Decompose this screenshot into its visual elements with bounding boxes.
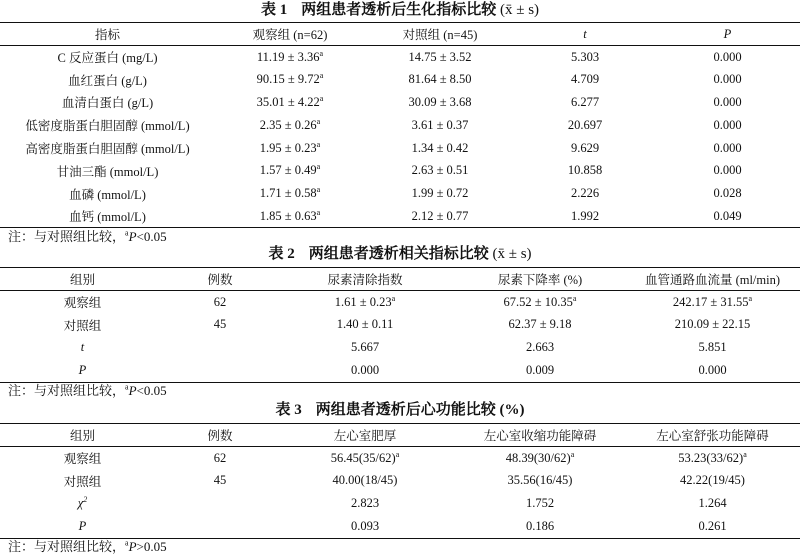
observation-cell-value: 35.01 ± 4.22 <box>256 94 320 109</box>
group-cell <box>0 313 165 336</box>
observation-cell <box>215 91 365 114</box>
table1-row <box>0 46 800 69</box>
group-cell <box>0 515 165 538</box>
value-cell-3 <box>625 447 800 470</box>
p-cell-value: 0.000 <box>713 72 742 87</box>
observation-cell-superscript: a <box>316 185 321 195</box>
value-cell-3 <box>625 313 800 336</box>
observation-cell-value: 2.35 ± 0.26 <box>259 117 317 132</box>
t-cell <box>515 182 655 205</box>
table1-note-prefix: 注：与对照组比较， <box>8 229 126 244</box>
value-cell-3 <box>625 469 800 492</box>
control-cell-value: 2.63 ± 0.51 <box>411 163 469 178</box>
group-cell <box>0 492 165 515</box>
indicator-cell-value: 甘油三酯 (mmol/L) <box>56 164 159 179</box>
table1-row <box>0 182 800 205</box>
value-cell-2 <box>455 313 625 336</box>
table1-header-t: t <box>515 23 655 46</box>
table1-row <box>0 68 800 91</box>
value-cell-1 <box>275 447 455 470</box>
table1-row <box>0 159 800 182</box>
count-cell <box>165 291 275 314</box>
table1-header-p: P <box>655 23 800 46</box>
table2-header-row <box>0 268 800 291</box>
group-cell-value: 对照组 <box>63 474 102 489</box>
table2-caption-number: 表 2 <box>268 246 295 262</box>
p-cell-value: 0.049 <box>713 208 742 223</box>
group-cell <box>0 336 165 359</box>
observation-cell <box>215 68 365 91</box>
control-cell-value: 3.61 ± 0.37 <box>411 117 469 132</box>
value-cell-3 <box>625 336 800 359</box>
table2-note-prefix: 注：与对照组比较， <box>8 383 126 398</box>
value-cell-2 <box>455 515 625 538</box>
group-cell-value: t <box>80 340 85 355</box>
value-cell-1-value: 5.667 <box>350 340 380 355</box>
observation-cell-superscript: a <box>316 116 321 126</box>
value-cell-2-superscript: a <box>570 449 575 459</box>
value-cell-3 <box>625 291 800 314</box>
table1-caption-number: 表 1 <box>260 2 288 18</box>
observation-cell-superscript: a <box>319 71 324 81</box>
table1-note-p: P <box>128 229 137 244</box>
table3-row <box>0 515 800 538</box>
indicator-cell-value: 血红蛋白 (g/L) <box>68 73 147 88</box>
table1-row <box>0 137 800 160</box>
table3-header-group: 组别 <box>0 424 165 447</box>
t-cell-value: 6.277 <box>570 94 600 109</box>
table3-header-lvh: 左心室肥厚 <box>275 424 455 447</box>
indicator-cell-value: 血清白蛋白 (g/L) <box>61 96 154 111</box>
value-cell-3 <box>625 359 800 382</box>
indicator-cell-value: 低密度脂蛋白胆固醇 (mmol/L) <box>25 119 190 134</box>
table1-note-cond: <0.05 <box>136 229 167 244</box>
table3-header-row <box>0 424 800 447</box>
p-cell-value: 0.028 <box>713 186 742 201</box>
table3-row <box>0 492 800 515</box>
observation-cell-superscript: a <box>319 93 324 103</box>
value-cell-1 <box>275 359 455 382</box>
value-cell-2-value: 62.37 ± 9.18 <box>508 317 572 332</box>
value-cell-3-value: 0.261 <box>698 518 727 533</box>
group-cell <box>0 469 165 492</box>
count-cell <box>165 469 275 492</box>
count-cell <box>165 313 275 336</box>
t-cell-value: 10.858 <box>567 163 603 178</box>
observation-cell-value: 1.85 ± 0.63 <box>259 208 317 223</box>
control-cell-value: 30.09 ± 3.68 <box>408 94 472 109</box>
group-cell <box>0 447 165 470</box>
table3-caption <box>0 401 800 419</box>
t-cell-value: 2.226 <box>570 186 600 201</box>
value-cell-1 <box>275 336 455 359</box>
control-cell <box>365 182 515 205</box>
table3-header-systolic: 左心室收缩功能障碍 <box>455 424 625 447</box>
control-cell-value: 2.12 ± 0.77 <box>411 208 469 223</box>
t-cell <box>515 114 655 137</box>
value-cell-1-value: 0.000 <box>350 362 380 377</box>
group-cell-superscript: 2 <box>83 495 88 505</box>
observation-cell-superscript: a <box>319 48 324 58</box>
value-cell-3-value: 242.17 ± 31.55 <box>672 294 749 309</box>
table2-row <box>0 291 800 314</box>
t-cell <box>515 91 655 114</box>
indicator-cell <box>0 182 215 205</box>
count-cell-value: 45 <box>213 317 227 332</box>
p-cell-value: 0.000 <box>713 94 742 109</box>
table1-header-row <box>0 23 800 46</box>
value-cell-2-value: 35.56(16/45) <box>507 473 573 488</box>
table2 <box>0 267 800 383</box>
group-cell-value: 观察组 <box>63 296 102 311</box>
table3-header-count: 例数 <box>165 424 275 447</box>
value-cell-2 <box>455 336 625 359</box>
table2-row <box>0 359 800 382</box>
indicator-cell-value: 高密度脂蛋白胆固醇 (mmol/L) <box>25 142 190 157</box>
p-cell-value: 0.000 <box>713 163 742 178</box>
value-cell-1-superscript: a <box>391 293 396 303</box>
group-cell <box>0 359 165 382</box>
observation-cell <box>215 205 365 228</box>
indicator-cell <box>0 68 215 91</box>
table3-row <box>0 447 800 470</box>
table1-row <box>0 205 800 228</box>
table2-caption-stat: (x̄ ± s) <box>492 246 532 262</box>
value-cell-1 <box>275 291 455 314</box>
value-cell-3-superscript: a <box>743 449 747 459</box>
observation-cell-superscript: a <box>316 207 321 217</box>
value-cell-2-value: 48.39(30/62) <box>505 450 571 465</box>
value-cell-2-value: 2.663 <box>525 340 555 355</box>
table2-row <box>0 313 800 336</box>
table2-caption <box>0 245 800 263</box>
value-cell-2 <box>455 492 625 515</box>
group-cell-value: P <box>78 518 87 533</box>
observation-cell <box>215 46 365 69</box>
p-cell <box>655 114 800 137</box>
value-cell-2-superscript: a <box>572 293 577 303</box>
table3-caption-number: 表 3 <box>275 402 302 418</box>
table1-note <box>8 229 167 245</box>
p-cell <box>655 182 800 205</box>
t-cell-value: 20.697 <box>567 117 603 132</box>
count-cell <box>165 447 275 470</box>
value-cell-1-value: 2.823 <box>350 496 380 511</box>
observation-cell-value: 1.57 ± 0.49 <box>259 163 317 178</box>
t-cell <box>515 68 655 91</box>
table1-caption <box>0 1 800 19</box>
p-cell <box>655 68 800 91</box>
value-cell-2-value: 1.752 <box>525 496 555 511</box>
count-cell <box>165 515 275 538</box>
value-cell-2-value: 0.186 <box>525 518 555 533</box>
indicator-cell-value: 血磷 (mmol/L) <box>69 187 146 202</box>
control-cell <box>365 68 515 91</box>
observation-cell-value: 11.19 ± 3.36 <box>256 49 320 64</box>
count-cell-value: 45 <box>213 473 227 488</box>
value-cell-1-value: 0.093 <box>350 518 380 533</box>
group-cell-value: P <box>78 362 87 377</box>
value-cell-1 <box>275 469 455 492</box>
p-cell-value: 0.000 <box>713 117 742 132</box>
table2-row <box>0 336 800 359</box>
p-cell <box>655 46 800 69</box>
value-cell-2 <box>455 359 625 382</box>
value-cell-1-superscript: a <box>395 449 400 459</box>
count-cell <box>165 336 275 359</box>
count-cell-value: 62 <box>213 450 227 465</box>
table1 <box>0 22 800 228</box>
value-cell-3 <box>625 492 800 515</box>
indicator-cell-value: 血钙 (mmol/L) <box>69 210 146 225</box>
control-cell <box>365 46 515 69</box>
value-cell-3-value: 1.264 <box>698 496 727 511</box>
table2-header-access-flow: 血管通路血流量 (ml/min) <box>625 268 800 291</box>
value-cell-1-value: 56.45(35/62) <box>330 450 396 465</box>
observation-cell-value: 90.15 ± 9.72 <box>256 72 320 87</box>
t-cell <box>515 137 655 160</box>
value-cell-3-value: 53.23(33/62) <box>678 450 744 465</box>
table3-note-sup: a <box>125 538 129 548</box>
table2-note <box>8 383 167 399</box>
control-cell <box>365 205 515 228</box>
value-cell-1-value: 1.61 ± 0.23 <box>334 294 392 309</box>
indicator-cell <box>0 46 215 69</box>
p-cell-value: 0.000 <box>713 49 742 64</box>
indicator-cell <box>0 114 215 137</box>
p-cell <box>655 137 800 160</box>
t-cell-value: 1.992 <box>570 208 600 223</box>
value-cell-2-value: 67.52 ± 10.35 <box>503 294 573 309</box>
control-cell-value: 81.64 ± 8.50 <box>408 72 472 87</box>
indicator-cell <box>0 137 215 160</box>
value-cell-3-superscript: a <box>748 293 753 303</box>
table3 <box>0 423 800 539</box>
t-cell-value: 5.303 <box>570 49 600 64</box>
table2-header-group: 组别 <box>0 268 165 291</box>
value-cell-3-value: 42.22(19/45) <box>680 473 745 488</box>
table3-note-cond: >0.05 <box>136 539 167 554</box>
control-cell-value: 1.99 ± 0.72 <box>411 186 469 201</box>
value-cell-3 <box>625 515 800 538</box>
observation-cell-value: 1.71 ± 0.58 <box>259 186 317 201</box>
count-cell <box>165 359 275 382</box>
group-cell <box>0 291 165 314</box>
p-cell-value: 0.000 <box>713 140 742 155</box>
table3-header-diastolic: 左心室舒张功能障碍 <box>625 424 800 447</box>
control-cell <box>365 114 515 137</box>
control-cell-value: 14.75 ± 3.52 <box>408 49 472 64</box>
value-cell-3-value: 210.09 ± 22.15 <box>674 317 751 332</box>
control-cell-value: 1.34 ± 0.42 <box>411 140 469 155</box>
table3-caption-title: 两组患者透析后心功能比较 (%) <box>315 402 525 418</box>
observation-cell <box>215 114 365 137</box>
p-cell <box>655 91 800 114</box>
indicator-cell <box>0 159 215 182</box>
table2-caption-title: 两组患者透析相关指标比较 <box>308 246 489 262</box>
observation-cell-value: 1.95 ± 0.23 <box>259 140 317 155</box>
indicator-cell-value: C 反应蛋白 (mg/L) <box>57 51 158 66</box>
t-cell-value: 4.709 <box>570 72 600 87</box>
table1-header-indicator: 指标 <box>0 23 215 46</box>
table2-note-sup: a <box>125 382 129 392</box>
group-cell-value: χ <box>77 496 84 511</box>
table3-note-prefix: 注：与对照组比较， <box>8 539 126 554</box>
table3-row <box>0 469 800 492</box>
value-cell-3-value: 0.000 <box>698 362 727 377</box>
count-cell <box>165 492 275 515</box>
value-cell-1 <box>275 492 455 515</box>
table1-row <box>0 91 800 114</box>
t-cell <box>515 46 655 69</box>
table2-header-urea-reduction: 尿素下降率 (%) <box>455 268 625 291</box>
table1-header-control: 对照组 (n=45) <box>365 23 515 46</box>
count-cell-value: 62 <box>213 294 227 309</box>
table2-note-cond: <0.05 <box>136 383 167 398</box>
value-cell-1-value: 40.00(18/45) <box>332 473 398 488</box>
table3-note <box>8 539 167 555</box>
value-cell-1 <box>275 313 455 336</box>
value-cell-2 <box>455 469 625 492</box>
p-cell <box>655 205 800 228</box>
table1-note-sup: a <box>125 228 129 238</box>
table1-header-observation: 观察组 (n=62) <box>215 23 365 46</box>
value-cell-1 <box>275 515 455 538</box>
control-cell <box>365 137 515 160</box>
table2-header-urea-clearance: 尿素清除指数 <box>275 268 455 291</box>
control-cell <box>365 91 515 114</box>
indicator-cell <box>0 205 215 228</box>
value-cell-2 <box>455 447 625 470</box>
t-cell-value: 9.629 <box>570 140 600 155</box>
value-cell-2 <box>455 291 625 314</box>
table1-caption-title: 两组患者透析后生化指标比较 <box>301 2 497 18</box>
observation-cell-superscript: a <box>316 162 321 172</box>
value-cell-1-value: 1.40 ± 0.11 <box>336 317 394 332</box>
table1-row <box>0 114 800 137</box>
group-cell-value: 观察组 <box>63 452 102 467</box>
table3-note-p: P <box>128 539 137 554</box>
t-cell <box>515 159 655 182</box>
table2-header-count: 例数 <box>165 268 275 291</box>
t-cell <box>515 205 655 228</box>
observation-cell <box>215 137 365 160</box>
observation-cell <box>215 182 365 205</box>
control-cell <box>365 159 515 182</box>
table2-note-p: P <box>128 383 137 398</box>
p-cell <box>655 159 800 182</box>
value-cell-2-value: 0.009 <box>525 362 555 377</box>
group-cell-value: 对照组 <box>63 318 102 333</box>
value-cell-3-value: 5.851 <box>698 340 727 355</box>
observation-cell <box>215 159 365 182</box>
table1-caption-stat: (x̄ ± s) <box>499 2 540 18</box>
observation-cell-superscript: a <box>316 139 321 149</box>
indicator-cell <box>0 91 215 114</box>
